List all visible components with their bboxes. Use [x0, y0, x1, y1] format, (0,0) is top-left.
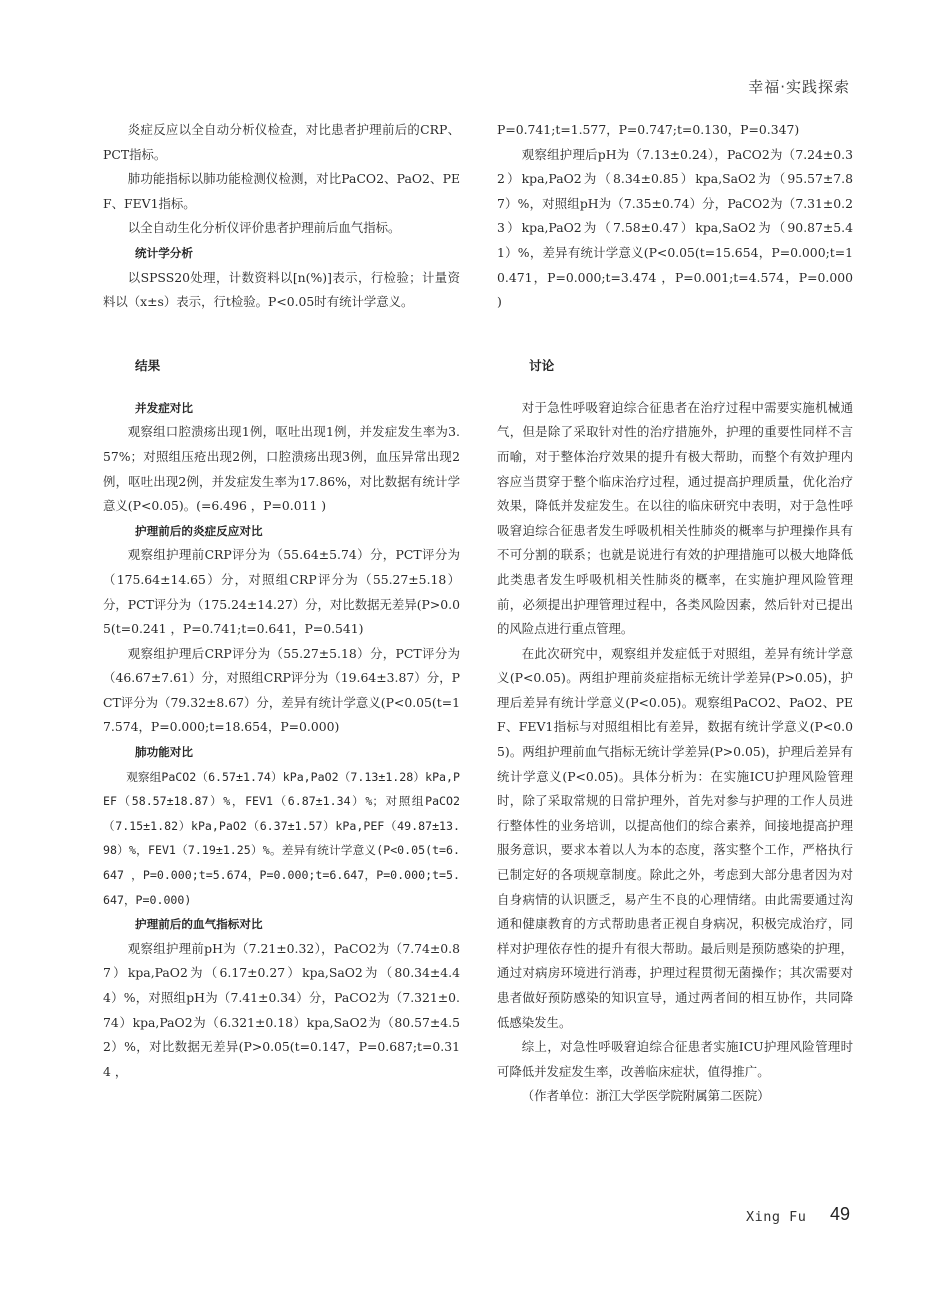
subheading-inflammation: 护理前后的炎症反应对比 [135, 523, 263, 538]
paragraph: 综上，对急性呼吸窘迫综合征患者实施ICU护理风险管理时可降低并发症发生率，改善临床症状，值得推广。 [497, 1039, 853, 1079]
paragraph: 观察组护理前CRP评分为（55.64±5.74）分，PCT评分为（175.64±14.65）分，对照组CRP评分为（55.27±5.18）分，PCT评分为（175.24±14.27）分，对比数据无差异(P>0.05(t=0.241 ，P=0.741;t=0.641，P=0.541) [103, 547, 460, 637]
stats-heading: 统计学分析 [135, 245, 193, 260]
paragraph: 观察组口腔溃疡出现1例，呕吐出现1例，并发症发生率为3.57%；对照组压疮出现2例，口腔溃疡出现3例，血压异常出现2例，呕吐出现2例，并发症发生率为17.86%，对比数据有统计学意义(P<0.05)。(=6.496 ，P=0.011 ) [103, 424, 460, 514]
subheading-complications: 并发症对比 [135, 400, 193, 415]
paragraph: 观察组PaCO2（6.57±1.74）kPa,PaO2（7.13±1.28）kPa,PEF（58.57±18.87）%，FEV1（6.87±1.34）%；对照组PaCO2（7.15±1.82）kPa,PaO2（6.37±1.57）kPa,PEF（49.87±13.98）%，FEV1（7.19±1.25）%。差异有统计学意义(P<0.05(t=6.647 ，P=0.000;t=5.674，P=0.000;t=6.647，P=0.000;t=5.647，P=0.000) [103, 769, 460, 907]
discussion-heading: 讨论 [529, 357, 555, 373]
right-column [497, 118, 853, 1109]
page-number: 49 [830, 1204, 851, 1224]
journal-name: Xing Fu [746, 1209, 807, 1225]
results-heading: 结果 [135, 357, 161, 373]
left-column [103, 118, 460, 1084]
author-affiliation: （作者单位：浙江大学医学院附属第二医院） [521, 1088, 770, 1104]
subheading-lung-function: 肺功能对比 [135, 745, 193, 760]
paragraph: 炎症反应以全自动分析仪检查，对比患者护理前后的CRP、PCT指标。 [103, 122, 460, 162]
paragraph: 观察组护理前pH为（7.21±0.32），PaCO2为（7.74±0.87）kpa,PaO2为（6.17±0.27）kpa,SaO2为（80.34±4.44）%，对照组pH为（7.41±0.34）分，PaCO2为（7.321±0.74）kpa,PaO2为（6.321±0.18）kpa,SaO2为（80.57±4.52）%，对比数据无差异(P>0.05(t=0.147，P=0.687;t=0.314 ， [103, 940, 460, 1079]
paragraph: 观察组护理后CRP评分为（55.27±5.18）分，PCT评分为（46.67±7.61）分，对照组CRP评分为（19.64±3.87）分，PCT评分为（79.32±8.67）分，差异有统计学意义(P<0.05(t=17.574，P=0.000;t=18.654，P=0.000) [103, 645, 460, 735]
paragraph: 在此次研究中，观察组并发症低于对照组，差异有统计学意义(P<0.05)。两组护理前炎症指标无统计学差异(P>0.05)，护理后差异有统计学意义(P<0.05)。观察组PaCO2、PaO2、PEF、FEV1指标与对照组相比有差异，数据有统计学意义(P<0.05)。两组护理前血气指标无统计学差异(P>0.05)，护理后差异有统计学意义(P<0.05)。具体分析为：在实施ICU护理风险管理时，除了采取常规的日常护理外，首先对参与护理的工作人员进行整体性的业务培训，以提高他们的综合素养，间接地提高护理服务意识，要求本着以人为本的态度，落实整个工作，严格执行已制定好的各项规章制度。除此之外，考虑到大部分患者因为对自身病情的认识匮乏，易产生不良的心理情绪。由此需要通过沟通和健康教育的方式帮助患者正视自身病况，积极完成治疗，同样对护理依存性的提升有很大帮助。最后则是预防感染的护理，通过对病房环境进行消毒，护理过程贯彻无菌操作；其次需要对患者做好预防感染的知识宣导，通过两者间的相互协作，共同降低感染发生。 [497, 645, 853, 1030]
running-header: 幸福·实践探索 [748, 78, 850, 96]
paragraph: 肺功能指标以肺功能检测仪检测，对比PaCO2、PaO2、PEF、FEV1指标。 [103, 171, 460, 211]
paragraph: 以SPSS20处理，计数资料以[n(%)]表示，行检验；计量资料以（x±s）表示，行t检验。P<0.05时有统计学意义。 [103, 269, 460, 310]
subheading-blood-gas: 护理前后的血气指标对比 [135, 917, 263, 932]
paragraph: 观察组护理后pH为（7.13±0.24），PaCO2为（7.24±0.32）kpa,PaO2为（8.34±0.85）kpa,SaO2为（95.57±7.87）%，对照组pH为（7.35±0.74）分，PaCO2为（7.31±0.23）kpa,PaO2为（7.58±0.47）kpa,SaO2为（90.87±5.41）%，差异有统计学意义(P<0.05(t=15.654，P=0.000;t=10.471，P=0.000;t=3.474 ，P=0.001;t=4.574，P=0.000 ) [497, 146, 853, 310]
paragraph: 对于急性呼吸窘迫综合征患者在治疗过程中需要实施机械通气，但是除了采取针对性的治疗措施外，护理的重要性同样不言而喻，对于整体治疗效果的提升有极大帮助，而整个有效护理内容应当贯穿于整个临床治疗过程，通过提高护理质量，优化治疗效果，降低并发症发生。在以往的临床研究中表明，对于急性呼吸窘迫综合征患者发生呼吸机相关性肺炎的概率与护理操作具有不可分割的联系；也就是说进行有效的护理措施可以极大地降低此类患者发生呼吸机相关性肺炎的概率，在实施护理风险管理前，必须提出护理管理过程中，各类风险因素，然后针对已提出的风险点进行重点管理。 [497, 399, 853, 637]
paragraph: P=0.741;t=1.577，P=0.747;t=0.130，P=0.347) [497, 122, 800, 137]
paragraph: 以全自动生化分析仪评价患者护理前后血气指标。 [127, 220, 401, 236]
